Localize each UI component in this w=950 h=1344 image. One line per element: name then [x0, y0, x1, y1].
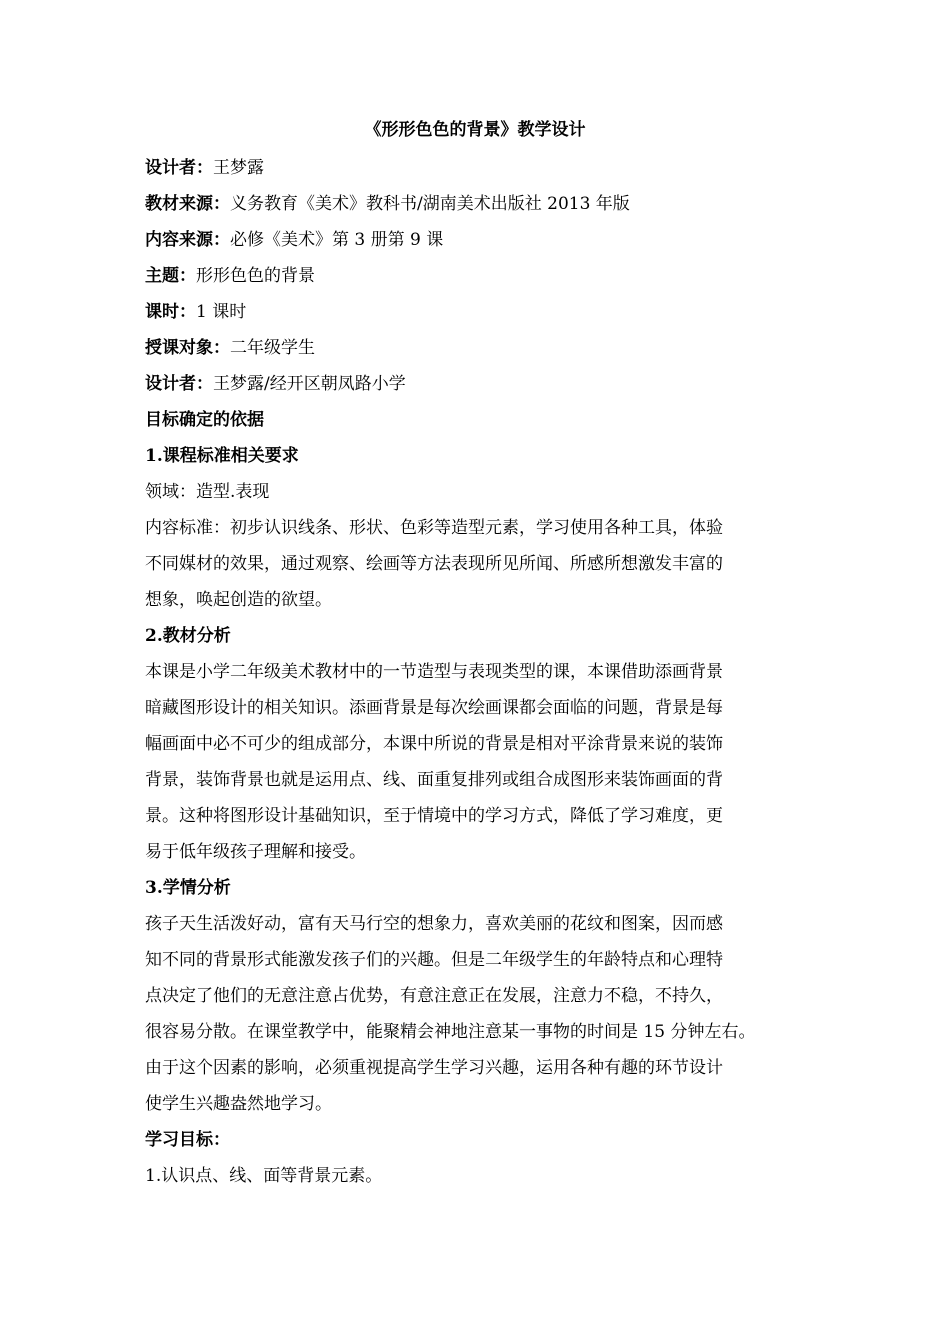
subheading-learning-goals: 学习目标：: [145, 1130, 230, 1150]
meta-designer-school: 设计者：王梦露/经开区朝凤路小学: [145, 374, 406, 394]
subheading-textbook-analysis: 2.教材分析: [145, 626, 231, 646]
meta-designer: 设计者：王梦露: [145, 158, 264, 178]
paragraph-line: 不同媒材的效果，通过观察、绘画等方法表现所见所闻、所感所想激发丰富的: [145, 554, 723, 574]
goal-item: 1.认识点、线、面等背景元素。: [145, 1166, 383, 1186]
paragraph-line: 背景，装饰背景也就是运用点、线、面重复排列或组合成图形来装饰画面的背: [145, 770, 723, 790]
paragraph-line: 本课是小学二年级美术教材中的一节造型与表现类型的课，本课借助添画背景: [145, 662, 723, 682]
paragraph-line: 很容易分散。在课堂教学中，能聚精会神地注意某一事物的时间是 15 分钟左右。: [145, 1022, 756, 1042]
paragraph-line: 易于低年级孩子理解和接受。: [145, 842, 366, 862]
section-heading-basis: 目标确定的依据: [145, 410, 264, 430]
paragraph-line: 想象，唤起创造的欲望。: [145, 590, 332, 610]
paragraph-line: 内容标准：初步认识线条、形状、色彩等造型元素，学习使用各种工具，体验: [145, 518, 723, 538]
paragraph-line: 知不同的背景形式能激发孩子们的兴趣。但是二年级学生的年龄特点和心理特: [145, 950, 723, 970]
paragraph-line: 幅画面中必不可少的组成部分，本课中所说的背景是相对平涂背景来说的装饰: [145, 734, 723, 754]
paragraph-line: 孩子天生活泼好动，富有天马行空的想象力，喜欢美丽的花纹和图案，因而感: [145, 914, 723, 934]
paragraph-line: 暗藏图形设计的相关知识。添画背景是每次绘画课都会面临的问题，背景是每: [145, 698, 723, 718]
paragraph-line: 点决定了他们的无意注意占优势，有意注意正在发展，注意力不稳，不持久，: [145, 986, 723, 1006]
meta-audience: 授课对象：二年级学生: [145, 338, 315, 358]
document-title: 《形形色色的背景》教学设计: [364, 120, 586, 140]
paragraph-line: 由于这个因素的影响，必须重视提高学生学习兴趣，运用各种有趣的环节设计: [145, 1058, 723, 1078]
meta-class-hours: 课时：1 课时: [145, 302, 247, 322]
curriculum-domain: 领域：造型.表现: [145, 482, 270, 502]
meta-textbook-source: 教材来源：义务教育《美术》教科书/湖南美术出版社 2013 年版: [145, 194, 630, 214]
subheading-learner-analysis: 3.学情分析: [145, 878, 231, 898]
paragraph-line: 景。这种将图形设计基础知识，至于情境中的学习方式，降低了学习难度，更: [145, 806, 723, 826]
meta-theme: 主题：形形色色的背景: [145, 266, 315, 286]
document-body: [145, 150, 810, 1194]
paragraph-line: 使学生兴趣盎然地学习。: [145, 1094, 332, 1114]
meta-content-source: 内容来源：必修《美术》第 3 册第 9 课: [145, 230, 444, 250]
subheading-curriculum-standards: 1.课程标准相关要求: [145, 446, 299, 466]
